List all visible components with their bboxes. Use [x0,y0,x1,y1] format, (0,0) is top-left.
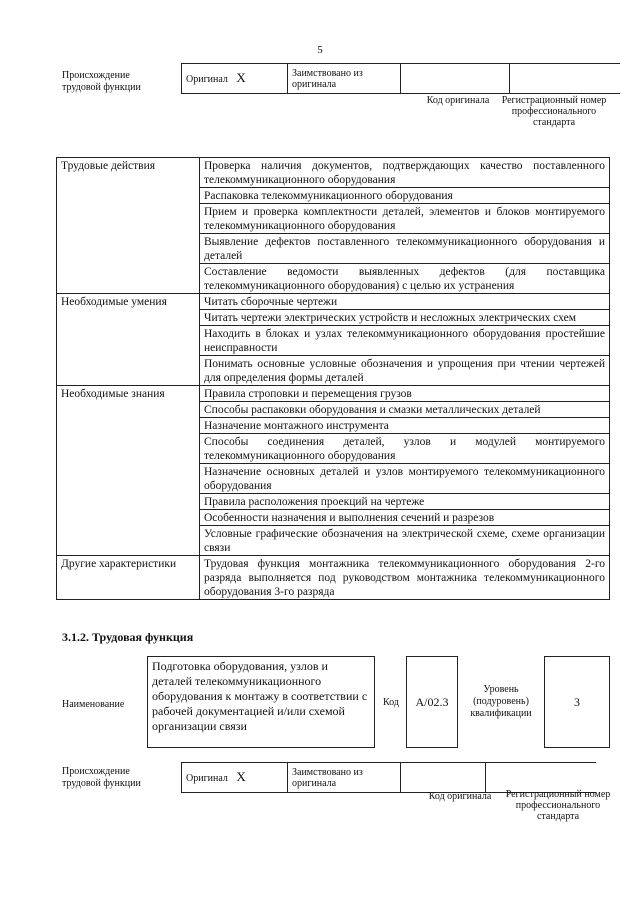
section-label: Трудовые действия [57,158,200,294]
section-item: Правила расположения проекций на чертеже [200,494,610,510]
section-item: Назначение монтажного инструмента [200,418,610,434]
section-item: Назначение основных деталей и узлов монтируемого телекоммуникационного оборудования [200,464,610,494]
table-row [57,556,610,600]
code-cell [401,64,510,94]
code-value: A/02.3 [406,656,458,748]
section-item: Понимать основные условные обозначения и упрощения при чтении чертежей для определения формы деталей [200,356,610,386]
section-item: Способы соединения деталей, узлов и модулей монтируемого телекоммуникационного оборудования [200,434,610,464]
section-item: Читать сборочные чертежи [200,294,610,310]
reg-number-caption-bottom: Регистрационный номер профессионального стандарта [505,789,611,822]
level-label: Уровень (подуровень) квалификации [470,684,532,719]
name-label: Наименование [62,699,125,710]
section-item: Способы распаковки оборудования и смазки металлических деталей [200,402,610,418]
original-cell-bottom [182,763,288,793]
section-label: Необходимые знания [57,386,200,556]
function-name: Подготовка оборудования, узлов и деталей телекоммуникационного оборудования к монтажу в соответствии с рабочей документацией и/или схемой организации связи [147,656,375,748]
section-heading: 3.1.2. Трудовая функция [62,630,194,644]
borrowed-cell-bottom: Заимствовано из оригинала [288,763,401,793]
origin-table [181,63,620,94]
code-label: Код [383,697,399,708]
table-row [57,386,610,402]
functions-table [56,157,610,600]
section-label: Необходимые умения [57,294,200,386]
section-item: Правила строповки и перемещения грузов [200,386,610,402]
section-item: Распаковка телекоммуникационного оборудования [200,188,610,204]
section-item: Трудовая функция монтажника телекоммуникационного оборудования 2-го разряда выполняется под руководством монтажника телекоммуникационного оборудования 3-го разряда [200,556,610,600]
reg-number-caption: Регистрационный номер профессионального стандарта [501,95,607,128]
code-original-caption: Код оригинала [426,95,490,106]
section-label: Другие характеристики [57,556,200,600]
origin-label: Происхождение трудовой функции [62,70,141,93]
reg-cell [510,64,621,94]
original-cell [182,64,288,94]
table-row [57,294,610,310]
section-item: Составление ведомости выявленных дефектов (для поставщика телекоммуникационного оборудования) с целью их устранения [200,264,610,294]
code-original-caption-bottom: Код оригинала [428,791,492,802]
reg-cell-bottom [486,763,597,793]
origin-label-bottom: Происхождение трудовой функции [62,766,141,789]
original-mark-bottom: X [236,769,246,784]
borrowed-cell: Заимствовано из оригинала [288,64,401,94]
section-item: Проверка наличия документов, подтверждающих качество поставленного телекоммуникационного оборудования [200,158,610,188]
section-item: Находить в блоках и узлах телекоммуникационного оборудования простейшие неисправности [200,326,610,356]
page-number: 5 [317,44,323,56]
table-row [57,158,610,188]
level-value: 3 [544,656,610,748]
section-item: Прием и проверка комплектности деталей, элементов и блоков монтируемого телекоммуникационного оборудования [200,204,610,234]
section-item: Выявление дефектов поставленного телекоммуникационного оборудования и деталей [200,234,610,264]
original-label-bottom: Оригинал [186,773,228,784]
section-item: Особенности назначения и выполнения сечений и разрезов [200,510,610,526]
section-item: Условные графические обозначения на электрической схеме, схеме организации связи [200,526,610,556]
original-label: Оригинал [186,74,228,85]
original-mark: X [236,70,246,85]
section-item: Читать чертежи электрических устройств и несложных электрических схем [200,310,610,326]
code-cell-bottom [401,763,486,793]
